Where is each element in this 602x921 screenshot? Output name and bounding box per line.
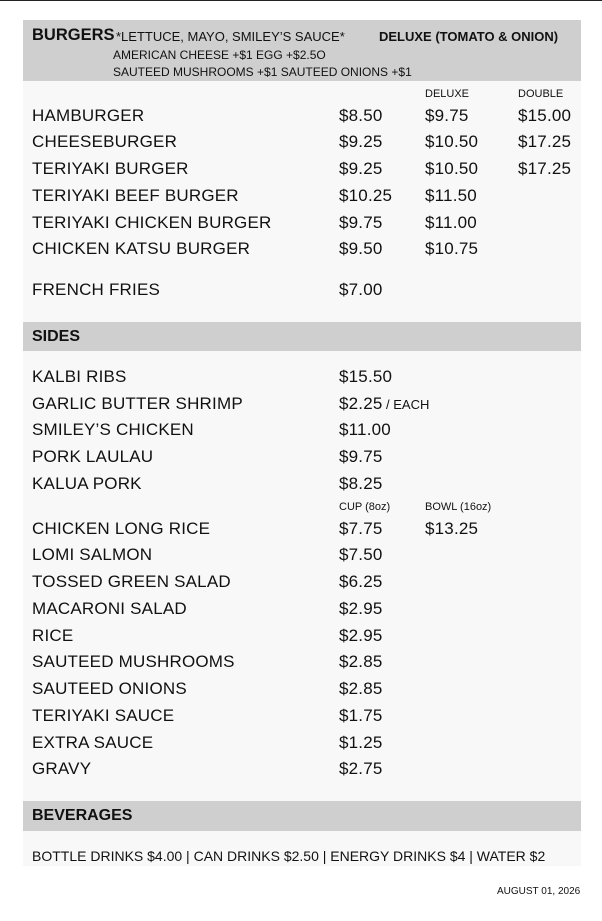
col-double-header: DOUBLE [518, 88, 564, 100]
side-name: RICE [32, 626, 74, 645]
burgers-note: *LETTUCE, MAYO, SMILEY’S SAUCE* [116, 29, 345, 44]
side-price: $11.00 [339, 420, 391, 439]
side-price: $8.25 [339, 474, 383, 493]
burger-name: TERIYAKI BURGER [32, 159, 189, 178]
burger-price: $10.25 [339, 186, 393, 205]
burger-deluxe-price: $10.50 [425, 159, 479, 178]
burger-name: HAMBURGER [32, 106, 145, 125]
burger-price: $9.25 [339, 132, 383, 151]
side-price: $9.75 [339, 447, 383, 466]
burger-deluxe-price: $10.50 [425, 132, 479, 151]
menu-date: AUGUST 01, 2026 [497, 886, 581, 897]
burger-double-price: $17.25 [518, 132, 572, 151]
side-unit: / EACH [386, 397, 430, 412]
burgers-title: BURGERS [32, 26, 115, 44]
side-price: $6.25 [339, 572, 383, 591]
burger-double-price: $15.00 [518, 106, 572, 125]
side-bowl-price: $13.25 [425, 519, 479, 538]
burger-price: $9.50 [339, 239, 383, 258]
side-name: GRAVY [32, 759, 92, 778]
side-name: SAUTEED MUSHROOMS [32, 652, 235, 671]
side-name: TERIYAKI SAUCE [32, 706, 175, 725]
sides-title: SIDES [32, 328, 81, 345]
fries-name: FRENCH FRIES [32, 280, 161, 299]
burger-price: $9.75 [339, 213, 383, 232]
side-price: $2.95 [339, 599, 383, 618]
side-price: $2.75 [339, 759, 383, 778]
side-name: GARLIC BUTTER SHRIMP [32, 394, 243, 413]
side-name: LOMI SALMON [32, 545, 153, 564]
burger-price: $8.50 [339, 106, 383, 125]
burger-deluxe-price: $9.75 [425, 106, 469, 125]
burger-deluxe-price: $11.50 [425, 186, 477, 205]
side-price: $2.95 [339, 626, 383, 645]
burger-name: CHEESEBURGER [32, 132, 178, 151]
side-name: TOSSED GREEN SALAD [32, 572, 231, 591]
burger-name: TERIYAKI CHICKEN BURGER [32, 213, 272, 232]
side-price: $15.50 [339, 367, 393, 386]
side-name: SAUTEED ONIONS [32, 679, 187, 698]
top-rule [0, 0, 602, 1]
burger-price: $9.25 [339, 159, 383, 178]
side-name: KALBI RIBS [32, 367, 127, 386]
side-name: EXTRA SAUCE [32, 733, 154, 752]
fries-price: $7.00 [339, 280, 383, 299]
sides-header-band [23, 322, 581, 351]
side-name: PORK LAULAU [32, 447, 154, 466]
side-name: CHICKEN LONG RICE [32, 519, 211, 538]
addons-line-2: SAUTEED MUSHROOMS +$1 SAUTEED ONIONS +$1 [113, 65, 412, 79]
deluxe-note: DELUXE (TOMATO & ONION) [379, 29, 559, 44]
burger-name: CHICKEN KATSU BURGER [32, 239, 251, 258]
side-price: $1.25 [339, 733, 383, 752]
side-name: MACARONI SALAD [32, 599, 187, 618]
side-price: $2.85 [339, 652, 383, 671]
burger-deluxe-price: $11.00 [425, 213, 477, 232]
burger-deluxe-price: $10.75 [425, 239, 479, 258]
side-price: $2.25 [339, 394, 383, 413]
side-price: $7.50 [339, 545, 383, 564]
side-name: SMILEY’S CHICKEN [32, 420, 194, 439]
col-cup-header: CUP (8oz) [339, 501, 391, 513]
side-price: $2.85 [339, 679, 383, 698]
side-cup-price: $7.75 [339, 519, 383, 538]
side-name: KALUA PORK [32, 474, 142, 493]
col-deluxe-header: DELUXE [425, 88, 470, 100]
addons-line-1: AMERICAN CHEESE +$1 EGG +$2.5O [113, 48, 326, 62]
burger-name: TERIYAKI BEEF BURGER [32, 186, 239, 205]
beverages-title: BEVERAGES [32, 807, 133, 824]
col-bowl-header: BOWL (16oz) [425, 501, 492, 513]
burger-double-price: $17.25 [518, 159, 572, 178]
side-price: $1.75 [339, 706, 383, 725]
beverages-line: BOTTLE DRINKS $4.00 | CAN DRINKS $2.50 | ENERGY DRINKS $4 | WATER $2 [32, 848, 546, 864]
